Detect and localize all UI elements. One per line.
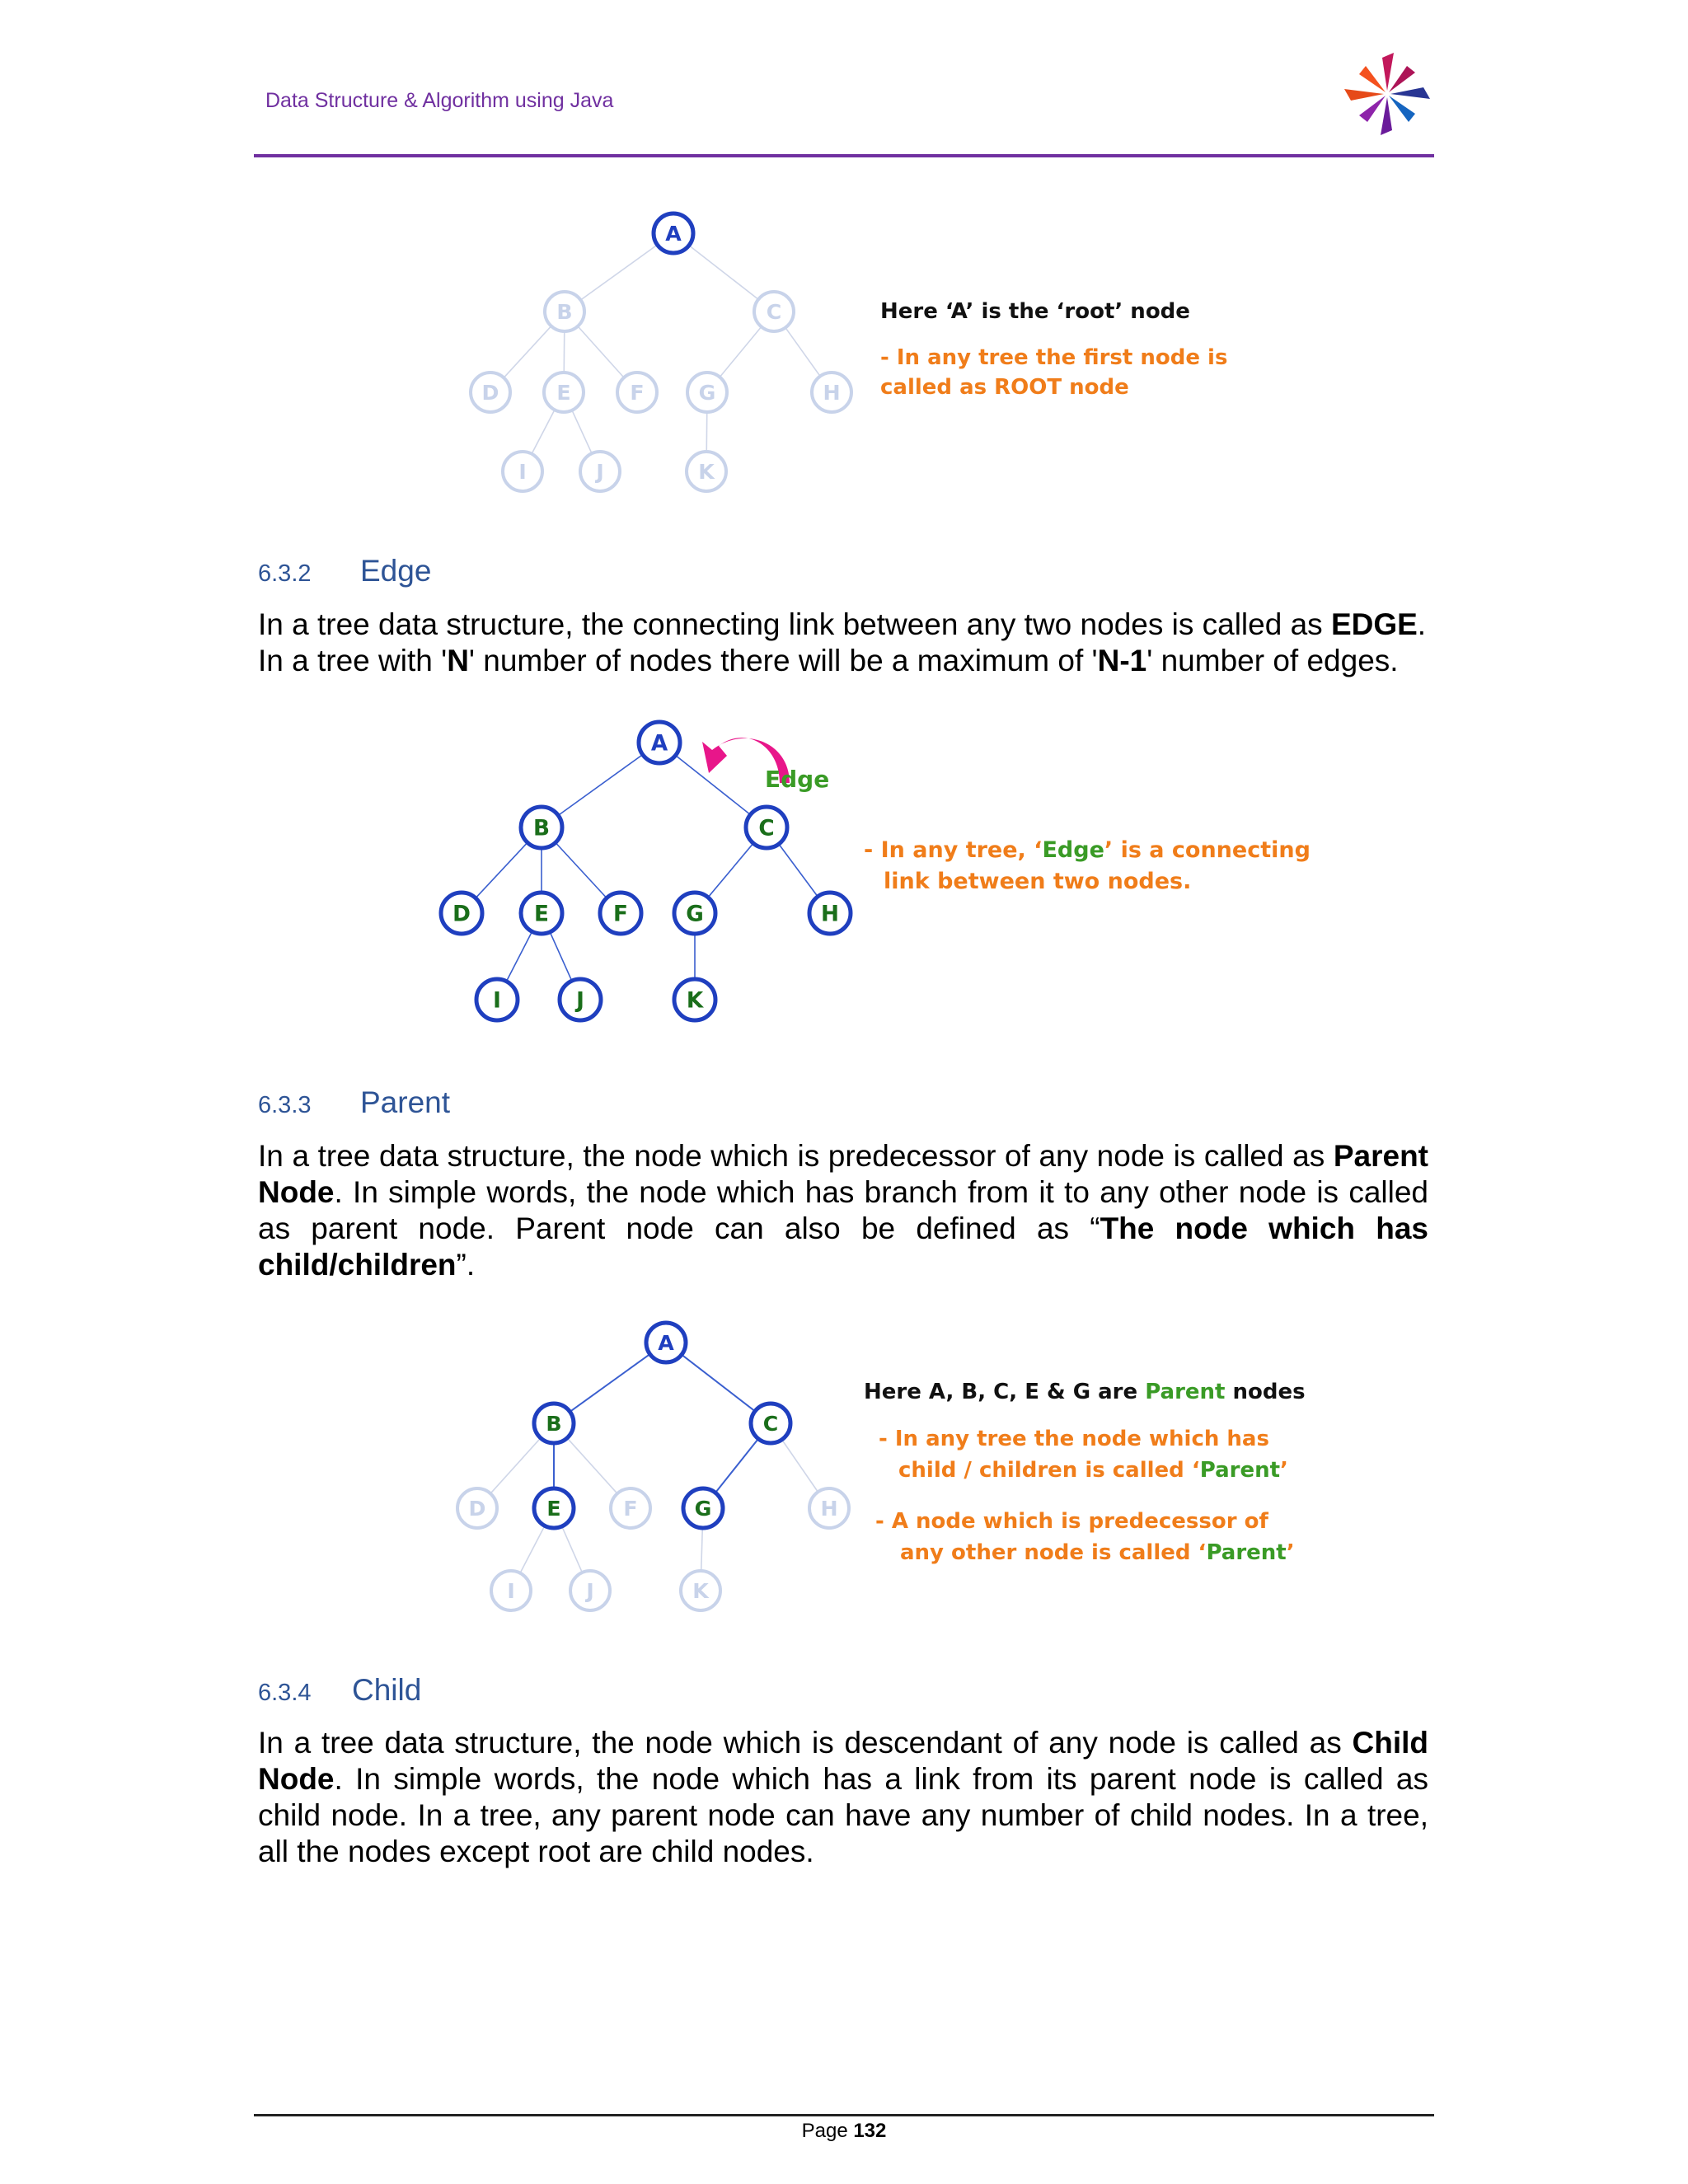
child-text: In a tree data structure, the node which is descendant of any node is called as (258, 1726, 1353, 1760)
svg-text:G: G (686, 902, 704, 927)
svg-text:A: A (658, 1331, 674, 1356)
svg-text:D: D (481, 381, 499, 405)
svg-text:B: B (532, 816, 551, 841)
svg-text:B: B (556, 300, 573, 325)
edge-text: ' number of edges. (1146, 644, 1399, 677)
edge-text-end: . (1417, 607, 1427, 641)
section-number-child: 6.3.4 (258, 1680, 312, 1706)
tree-node-h (809, 1488, 849, 1528)
edge-bold-n: N (447, 644, 469, 677)
tree-edge-a-b (570, 1354, 649, 1412)
figure3-note2-line2: any other node is called ‘Parent’ (900, 1540, 1295, 1565)
tree-edge-b-d (490, 1438, 541, 1493)
edge-label: Edge (765, 766, 830, 793)
edge-text: In a tree with ' (258, 644, 448, 677)
running-header: Data Structure & Algorithm using Java (265, 89, 614, 112)
tree-node-b (534, 1404, 574, 1443)
svg-text:C: C (758, 816, 775, 841)
edge-text: In a tree data structure, the connecting link between any two nodes is called as (258, 607, 1331, 641)
tree-edge-g-k (701, 1528, 703, 1571)
tree-edge-e-i (520, 1526, 545, 1572)
tree-node-k (681, 1571, 720, 1610)
child-paragraph (258, 1725, 1428, 1870)
tree-node-g (683, 1488, 723, 1528)
svg-text:H: H (820, 1497, 838, 1521)
svg-text:H: H (821, 902, 839, 927)
figure1-note-line2: called as ROOT node (880, 375, 1129, 400)
svg-text:F: F (623, 1497, 638, 1521)
figure2-note-line1: - In any tree, ‘Edge’ is a connecting (864, 837, 1311, 863)
svg-text:C: C (766, 300, 782, 325)
svg-text:F: F (630, 381, 645, 405)
parent-text: In a tree data structure, the node which is predecessor of any node is called as (258, 1139, 1334, 1173)
child-text: . In simple words, the node which has a link from its parent node is called as child node. In a tree, any parent node can have any number of child nodes. In a tree, all the nodes except root are child nodes. (258, 1762, 1428, 1868)
svg-text:I: I (493, 988, 501, 1014)
figure1-note-line1: - In any tree the first node is (880, 345, 1228, 370)
parent-text-end: ”. (456, 1248, 476, 1282)
svg-text:J: J (586, 1579, 594, 1604)
tree-node-c (751, 1404, 790, 1443)
figure3-note1-line2: child / children is called ‘Parent’ (898, 1458, 1288, 1483)
tree-edge-a-c (682, 1355, 755, 1412)
svg-text:E: E (534, 902, 549, 927)
child-bold-term: Child Node (258, 1726, 1428, 1796)
section-number-edge: 6.3.2 (258, 560, 312, 587)
tree-node-j (570, 1571, 610, 1610)
figure3-note2-line1: - A node which is predecessor of (875, 1509, 1268, 1534)
tree-edge-e-j (562, 1526, 583, 1572)
svg-text:J: J (596, 460, 604, 485)
svg-text:G: G (698, 381, 716, 405)
svg-text:A: A (665, 222, 682, 246)
tree-node-d (457, 1488, 497, 1528)
tree-edge-c-g (715, 1439, 758, 1493)
svg-text:E: E (546, 1497, 561, 1521)
edge-text: ' number of nodes there will be a maximum of ' (468, 644, 1098, 677)
svg-text:F: F (613, 902, 628, 927)
tree-edge-b-f (567, 1438, 617, 1493)
figure2-note-line2: link between two nodes. (884, 869, 1192, 894)
svg-text:K: K (698, 460, 715, 485)
section-number-parent: 6.3.3 (258, 1092, 312, 1118)
section-title-child: Child (352, 1673, 422, 1707)
edge-bold-n-minus-1: N-1 (1097, 644, 1147, 677)
tree-edge-c-h (782, 1440, 818, 1492)
figure1-caption-title: Here ‘A’ is the ‘root’ node (880, 299, 1190, 324)
figure3-note1-line1: - In any tree the node which has (879, 1427, 1269, 1451)
figure3-caption-title: Here A, B, C, E & G are Parent nodes (864, 1380, 1306, 1404)
svg-text:K: K (692, 1579, 709, 1604)
svg-text:D: D (452, 902, 471, 927)
parent-bold-definition: The node which has child/children (258, 1212, 1428, 1282)
svg-text:D: D (468, 1497, 486, 1521)
parent-bold-term: Parent Node (258, 1139, 1428, 1209)
tree-node-f (611, 1488, 650, 1528)
svg-text:E: E (556, 381, 571, 405)
section-title-parent: Parent (360, 1085, 451, 1119)
parent-text: . In simple words, the node which has branch from it to any other node is called as parent node. Parent node can also be defined as “ (258, 1175, 1428, 1245)
tree-node-i (491, 1571, 531, 1610)
svg-text:A: A (650, 731, 668, 757)
footer-rule (254, 2114, 1434, 2116)
edge-bold-term: EDGE (1330, 607, 1418, 641)
svg-text:K: K (686, 988, 704, 1014)
svg-text:B: B (546, 1412, 562, 1436)
svg-text:I: I (518, 460, 527, 485)
svg-text:C: C (762, 1412, 779, 1436)
svg-text:H: H (823, 381, 841, 405)
svg-text:I: I (507, 1579, 515, 1604)
page-number: Page 132 (801, 2120, 887, 2142)
svg-text:G: G (694, 1497, 712, 1521)
tree-node-e (534, 1488, 574, 1528)
section-title-edge: Edge (360, 554, 432, 588)
svg-text:J: J (576, 988, 584, 1014)
tree-node-a (646, 1323, 686, 1362)
